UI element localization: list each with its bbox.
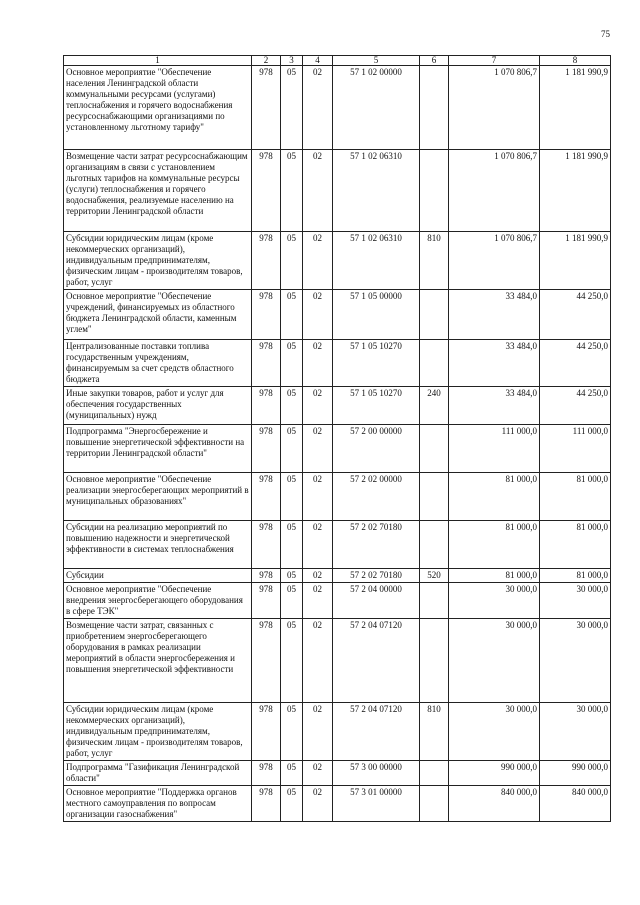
- cell-c6: [420, 521, 449, 569]
- budget-table: [63, 55, 611, 822]
- cell-c3: 05: [281, 583, 303, 619]
- cell-c3: 05: [281, 619, 303, 703]
- cell-c2: 978: [252, 569, 281, 583]
- cell-c5: 57 1 02 06310: [333, 150, 420, 232]
- cell-c3: 05: [281, 290, 303, 340]
- cell-c8: 1 181 990,9: [540, 66, 611, 150]
- row-label: Возмещение части затрат, связанных с приобретением энергосберегающего оборудования в рамках реализации мероприятий в области энергосбережения и повышения энергетической эффективности: [64, 619, 252, 703]
- cell-c2: 978: [252, 425, 281, 473]
- cell-c6: [420, 66, 449, 150]
- cell-c6: 810: [420, 703, 449, 761]
- table-row: [64, 703, 611, 761]
- cell-c5: 57 2 04 07120: [333, 703, 420, 761]
- cell-c7: 30 000,0: [449, 619, 540, 703]
- cell-c4: 02: [303, 619, 333, 703]
- cell-c5: 57 3 01 00000: [333, 786, 420, 822]
- cell-c3: 05: [281, 232, 303, 290]
- cell-c4: 02: [303, 703, 333, 761]
- cell-c3: 05: [281, 425, 303, 473]
- cell-c8: 990 000,0: [540, 761, 611, 786]
- cell-c6: [420, 583, 449, 619]
- cell-c5: 57 1 02 06310: [333, 232, 420, 290]
- cell-c8: 111 000,0: [540, 425, 611, 473]
- table-row: [64, 66, 611, 150]
- table-row: [64, 340, 611, 387]
- cell-c2: 978: [252, 521, 281, 569]
- cell-c7: 81 000,0: [449, 473, 540, 521]
- column-header: 1: [64, 56, 252, 66]
- cell-c5: 57 2 02 70180: [333, 569, 420, 583]
- cell-c8: 81 000,0: [540, 569, 611, 583]
- cell-c4: 02: [303, 521, 333, 569]
- table-row: [64, 150, 611, 232]
- row-label: Субсидии: [64, 569, 252, 583]
- table-row: [64, 761, 611, 786]
- row-label: Субсидии юридическим лицам (кроме некоммерческих организаций), индивидуальным предпринимателям, физическим лицам - производителям товаров, работ, услуг: [64, 232, 252, 290]
- column-header: 4: [303, 56, 333, 66]
- row-label: Основное мероприятие "Поддержка органов местного самоуправления по вопросам организации газоснабжения": [64, 786, 252, 822]
- cell-c4: 02: [303, 150, 333, 232]
- row-label: Возмещение части затрат ресурсоснабжающим организациям в связи с установлением льготных тарифов на коммунальные ресурсы (услуги) теплоснабжения и горячего водоснабжения, реализуемые населению на территории Ленинградской области: [64, 150, 252, 232]
- table-row: [64, 290, 611, 340]
- cell-c8: 81 000,0: [540, 473, 611, 521]
- cell-c8: 44 250,0: [540, 387, 611, 425]
- row-label: Основное мероприятие "Обеспечение реализации энергосберегающих мероприятий в муниципальных образованиях": [64, 473, 252, 521]
- cell-c6: [420, 761, 449, 786]
- cell-c5: 57 2 04 07120: [333, 619, 420, 703]
- cell-c8: 30 000,0: [540, 583, 611, 619]
- column-header: 3: [281, 56, 303, 66]
- column-header: 8: [540, 56, 611, 66]
- cell-c3: 05: [281, 569, 303, 583]
- table-row: [64, 583, 611, 619]
- cell-c7: 81 000,0: [449, 569, 540, 583]
- cell-c2: 978: [252, 387, 281, 425]
- row-label: Подпрограмма "Энергосбережение и повышение энергетической эффективности на территории Ленинградской области": [64, 425, 252, 473]
- cell-c7: 33 484,0: [449, 340, 540, 387]
- cell-c5: 57 2 00 00000: [333, 425, 420, 473]
- cell-c4: 02: [303, 340, 333, 387]
- cell-c7: 33 484,0: [449, 387, 540, 425]
- cell-c3: 05: [281, 340, 303, 387]
- cell-c7: 30 000,0: [449, 703, 540, 761]
- cell-c2: 978: [252, 150, 281, 232]
- cell-c3: 05: [281, 521, 303, 569]
- cell-c8: 30 000,0: [540, 703, 611, 761]
- cell-c7: 81 000,0: [449, 521, 540, 569]
- cell-c2: 978: [252, 619, 281, 703]
- header-row: [64, 56, 611, 66]
- cell-c5: 57 3 00 00000: [333, 761, 420, 786]
- cell-c6: 810: [420, 232, 449, 290]
- cell-c5: 57 2 02 70180: [333, 521, 420, 569]
- cell-c8: 81 000,0: [540, 521, 611, 569]
- row-label: Основное мероприятие "Обеспечение учреждений, финансируемых из областного бюджета Ленинградской области, каменным углем": [64, 290, 252, 340]
- cell-c3: 05: [281, 66, 303, 150]
- cell-c6: 240: [420, 387, 449, 425]
- cell-c2: 978: [252, 290, 281, 340]
- row-label: Подпрограмма "Газификация Ленинградской области": [64, 761, 252, 786]
- cell-c2: 978: [252, 786, 281, 822]
- cell-c3: 05: [281, 703, 303, 761]
- cell-c3: 05: [281, 786, 303, 822]
- cell-c6: 520: [420, 569, 449, 583]
- cell-c7: 1 070 806,7: [449, 66, 540, 150]
- cell-c5: 57 2 04 00000: [333, 583, 420, 619]
- cell-c4: 02: [303, 66, 333, 150]
- cell-c7: 840 000,0: [449, 786, 540, 822]
- cell-c5: 57 1 05 00000: [333, 290, 420, 340]
- row-label: Централизованные поставки топлива государственным учреждениям, финансируемым за счет средств областного бюджета: [64, 340, 252, 387]
- cell-c4: 02: [303, 569, 333, 583]
- cell-c6: [420, 473, 449, 521]
- cell-c3: 05: [281, 761, 303, 786]
- cell-c4: 02: [303, 290, 333, 340]
- cell-c4: 02: [303, 473, 333, 521]
- row-label: Иные закупки товаров, работ и услуг для обеспечения государственных (муниципальных) нужд: [64, 387, 252, 425]
- table-row: [64, 521, 611, 569]
- row-label: Основное мероприятие "Обеспечение населения Ленинградской области коммунальными ресурсами (услугами) теплоснабжения и горячего водоснабжения ресурсоснабжающими организациями по установленному льготному тарифу": [64, 66, 252, 150]
- cell-c7: 111 000,0: [449, 425, 540, 473]
- cell-c7: 33 484,0: [449, 290, 540, 340]
- cell-c5: 57 2 02 00000: [333, 473, 420, 521]
- cell-c6: [420, 290, 449, 340]
- cell-c8: 840 000,0: [540, 786, 611, 822]
- cell-c2: 978: [252, 473, 281, 521]
- cell-c4: 02: [303, 761, 333, 786]
- cell-c4: 02: [303, 232, 333, 290]
- cell-c6: [420, 786, 449, 822]
- cell-c2: 978: [252, 703, 281, 761]
- cell-c6: [420, 619, 449, 703]
- cell-c2: 978: [252, 66, 281, 150]
- row-label: Субсидии на реализацию мероприятий по повышению надежности и энергетической эффективности в системах теплоснабжения: [64, 521, 252, 569]
- table-row: [64, 569, 611, 583]
- cell-c3: 05: [281, 473, 303, 521]
- cell-c4: 02: [303, 583, 333, 619]
- cell-c8: 1 181 990,9: [540, 150, 611, 232]
- cell-c6: [420, 340, 449, 387]
- table-row: [64, 473, 611, 521]
- row-label: Субсидии юридическим лицам (кроме некоммерческих организаций), индивидуальным предпринимателям, физическим лицам - производителям товаров, работ, услуг: [64, 703, 252, 761]
- cell-c5: 57 1 05 10270: [333, 340, 420, 387]
- cell-c8: 1 181 990,9: [540, 232, 611, 290]
- cell-c8: 44 250,0: [540, 290, 611, 340]
- page-number: 75: [601, 29, 610, 39]
- cell-c3: 05: [281, 387, 303, 425]
- table-row: [64, 387, 611, 425]
- cell-c2: 978: [252, 340, 281, 387]
- cell-c8: 44 250,0: [540, 340, 611, 387]
- cell-c7: 1 070 806,7: [449, 232, 540, 290]
- table-row: [64, 619, 611, 703]
- cell-c3: 05: [281, 150, 303, 232]
- cell-c6: [420, 150, 449, 232]
- column-header: 2: [252, 56, 281, 66]
- cell-c7: 990 000,0: [449, 761, 540, 786]
- cell-c7: 30 000,0: [449, 583, 540, 619]
- cell-c7: 1 070 806,7: [449, 150, 540, 232]
- cell-c2: 978: [252, 583, 281, 619]
- table-row: [64, 425, 611, 473]
- table-row: [64, 232, 611, 290]
- cell-c6: [420, 425, 449, 473]
- cell-c2: 978: [252, 761, 281, 786]
- cell-c4: 02: [303, 387, 333, 425]
- column-header: 5: [333, 56, 420, 66]
- cell-c8: 30 000,0: [540, 619, 611, 703]
- column-header: 7: [449, 56, 540, 66]
- cell-c5: 57 1 05 10270: [333, 387, 420, 425]
- cell-c2: 978: [252, 232, 281, 290]
- row-label: Основное мероприятие "Обеспечение внедрения энергосберегающего оборудования в сфере ТЭК": [64, 583, 252, 619]
- cell-c4: 02: [303, 786, 333, 822]
- cell-c5: 57 1 02 00000: [333, 66, 420, 150]
- table-row: [64, 786, 611, 822]
- column-header: 6: [420, 56, 449, 66]
- cell-c4: 02: [303, 425, 333, 473]
